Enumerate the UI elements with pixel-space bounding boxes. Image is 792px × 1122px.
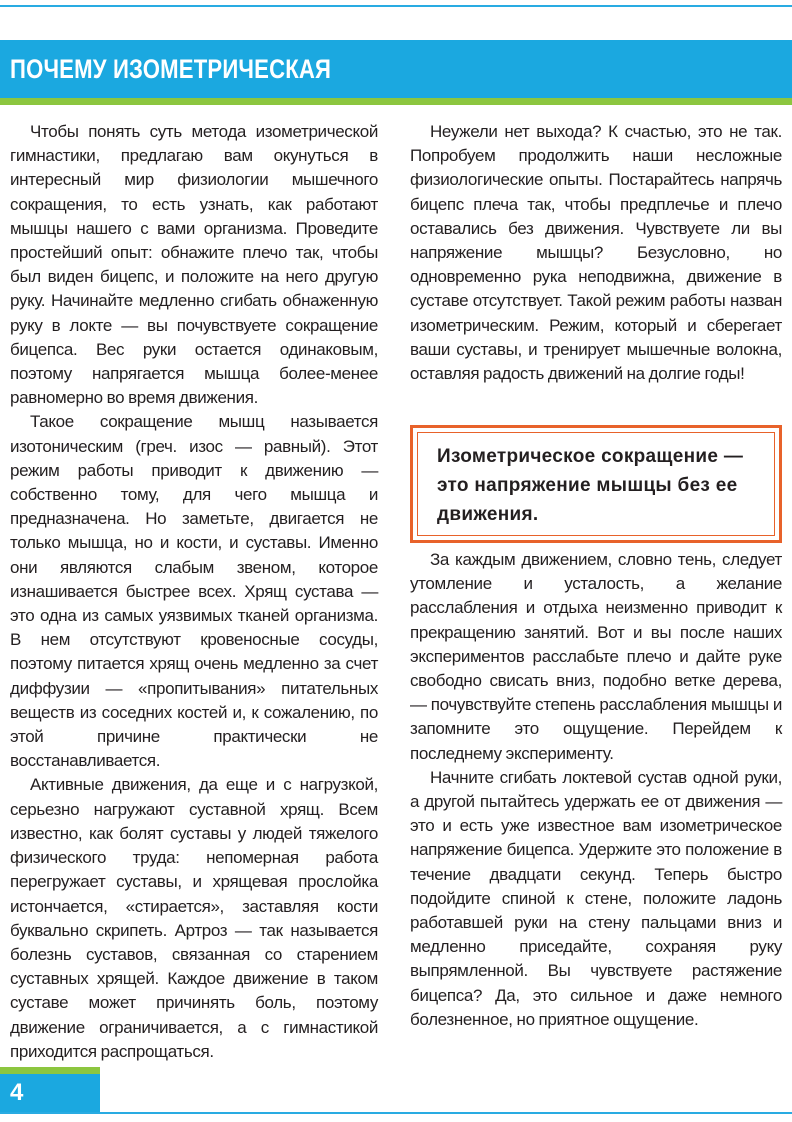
page-title: ПОЧЕМУ ИЗОМЕТРИЧЕСКАЯ: [10, 54, 332, 84]
footer-accent-stripe: [0, 1067, 100, 1074]
page-number: 4: [10, 1079, 24, 1106]
header-accent-stripe: [0, 98, 792, 105]
body-paragraph: Активные движения, да еще и с нагрузкой, серьезно нагружают суставной хрящ. Всем известно, как болят суставы у людей тяжелого физического труда: непомерная работа перегружает суставы, и хрящевая прослойка истончается, «стирается», заставляя кости буквально скрипеть. Артроз — так называется болезнь суставов, связанная со старением суставных хрящей. Каждое движение в таком суставе может причинять боль, поэтому движение ограничивается, а с гимнастикой приходится распрощаться.: [10, 775, 378, 1061]
right-column-top: [410, 120, 782, 386]
right-column-bottom: [410, 548, 782, 1032]
body-paragraph: Начните сгибать локтевой сустав одной руки, а другой пытайтесь удержать ее от движения — это и есть уже известное вам изометрическое напряжение бицепса. Удержите это положение в течение двадцати секунд. Теперь быстро подойдите спиной к стене, положите ладонь работавшей руки на стену пальцами вниз и медленно приседайте, сохраняя руку выпрямленной. Вы чувствуете растяжение бицепса? Да, это сильное и даже немного болезненное, но приятное ощущение.: [410, 767, 782, 1029]
body-paragraph: Чтобы понять суть метода изометрической гимнастики, предлагаю вам окунуться в интересный мир физиологии мышечного сокращения, то есть узнать, как работают мышцы нашего с вами организма. Проведите простейший опыт: обнажите плечо так, чтобы был виден бицепс, и положите на него другую руку. Начинайте медленно сгибать обнаженную руку в локте — вы почувствуете сокращение бицепса. Вес руки остается одинаковым, поэтому напрягается мышца более-менее равномерно во время движения.: [10, 122, 378, 408]
definition-callout-text: Изометрическое сокращение — это напряжение мышцы без ее движения.: [437, 446, 744, 525]
bottom-divider-line: [0, 1112, 792, 1114]
top-divider-line: [0, 5, 792, 7]
body-paragraph: За каждым движением, словно тень, следует утомление и усталость, а желание расслабления и отдыха неизменно приводит к прекращению занятий. Вот и вы после наших экспериментов расслабьте плечо и дайте руке свободно свисать вниз, подобно ветке дерева, — почувствуйте степень расслабления мышцы и запомните это ощущение. Перейдем к последнему эксперименту.: [410, 550, 782, 763]
left-column: [10, 120, 378, 1064]
definition-callout-box: [410, 425, 782, 543]
body-paragraph: Такое сокращение мышц называется изотоническим (греч. изос — равный). Этот режим работы приводит к движению — собственно тому, для чего мышца и предназначена. Но заметьте, двигается не только мышца, но и кости, и суставы. Именно они являются слабым звеном, которое изнашивается быстрее всех. Хрящ сустава — это одна из самых уязвимых тканей организма. В нем отсутствуют кровеносные сосуды, поэтому питается хрящ очень медленно за счет диффузии — «пропитывания» питательных веществ из соседних костей и, к сожалению, по этой причине практически не восстанавливается.: [10, 412, 378, 771]
body-paragraph: Неужели нет выхода? К счастью, это не так. Попробуем продолжить наши несложные физиологические опыты. Постарайтесь напрячь бицепс плеча так, чтобы предплечье и плечо оставались без движения. Чувствуете ли вы напряжение мышцы? Безусловно, но одновременно рука неподвижна, движение в суставе отсутствует. Такой режим работы назван изометрическим. Режим, который и сберегает ваши суставы, и тренирует мышечные волокна, оставляя радость движений на долгие годы!: [410, 122, 782, 384]
